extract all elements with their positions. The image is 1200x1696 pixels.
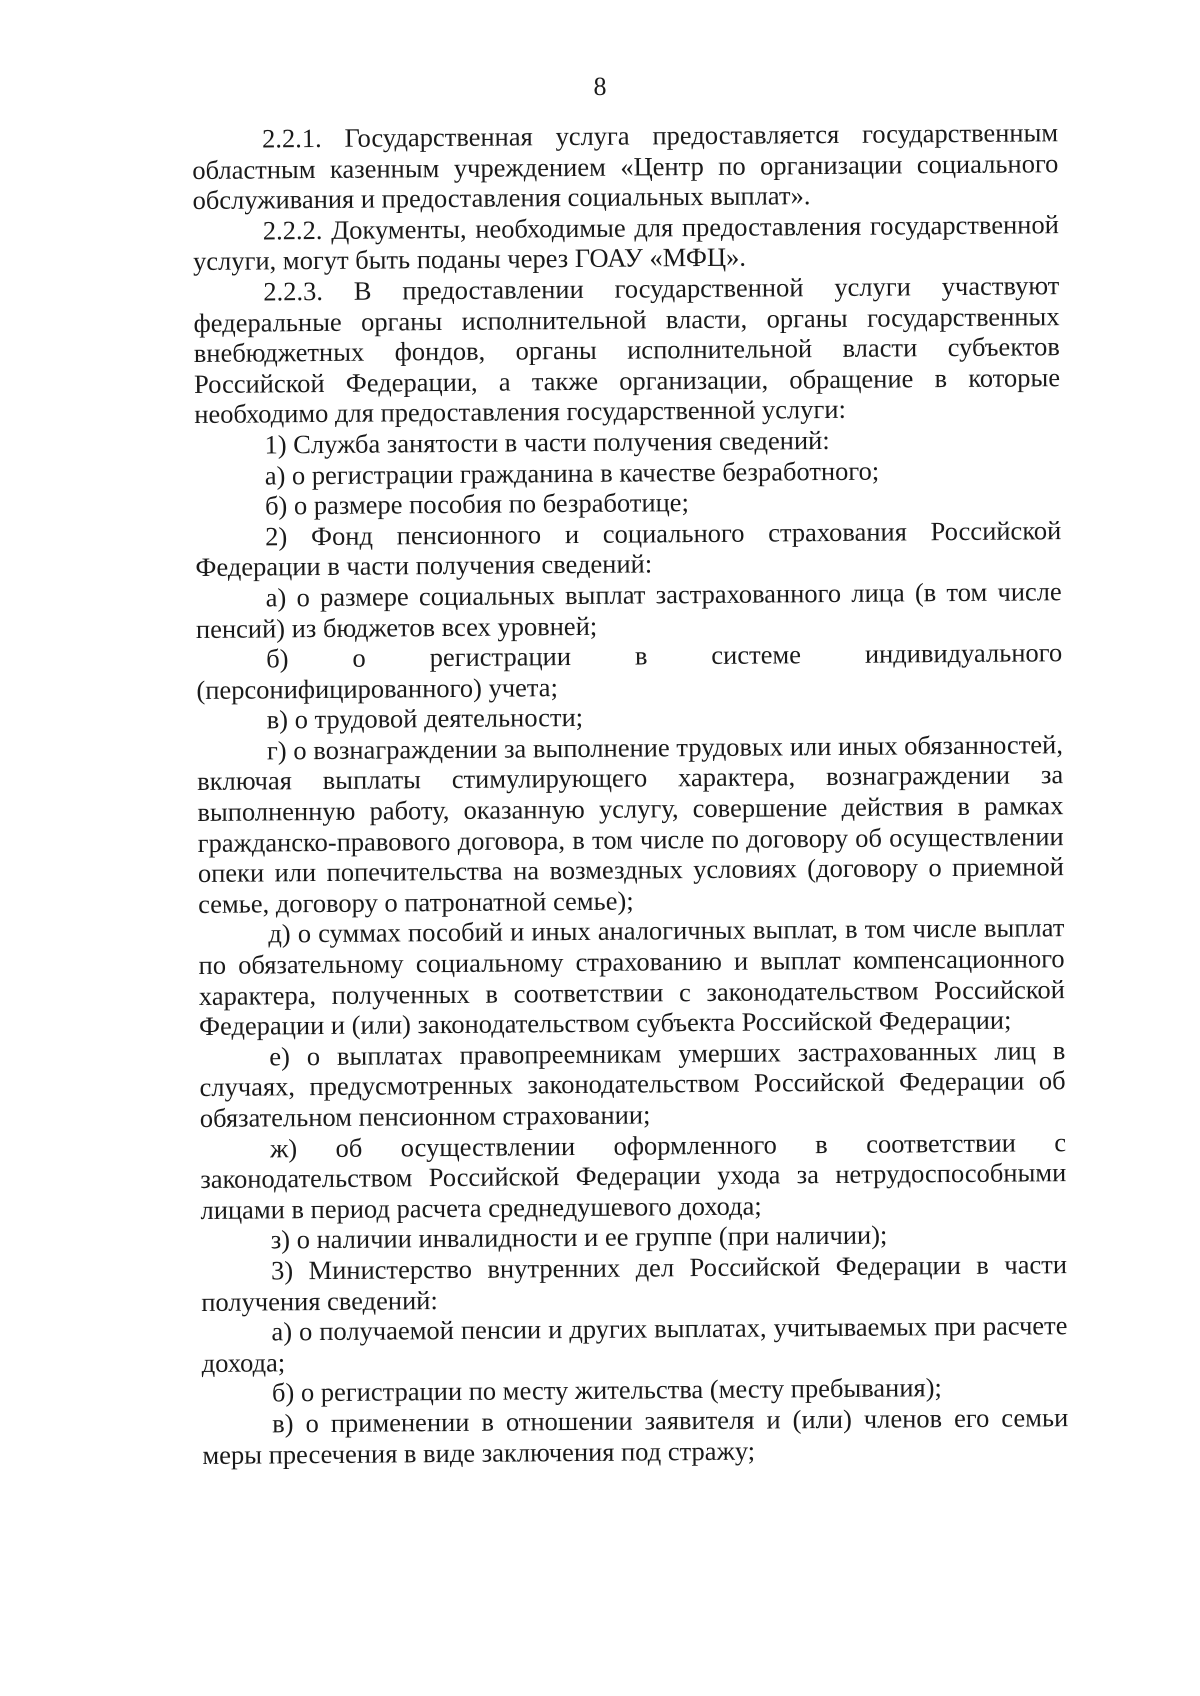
list-item-disability-group: з) о наличии инвалидности и ее группе (при наличии);	[270, 1219, 888, 1255]
page-number: 8	[593, 72, 607, 101]
list-item-remuneration: г) о вознаграждении за выполнение трудовых или иных обязанностей, включая выплаты стимулирующего характера, вознаграждении за выполненную работу, оказанную услугу, совершение действия в рамках гражданско-правового договора, в том числе по договору об осуществлении опеки или попечительства на возмездных условиях (договору о приемной семье, договору о патронатной семье);	[197, 729, 1064, 919]
list-item-labor-activity: в) о трудовой деятельности;	[266, 702, 584, 735]
list-item-employment-service: 1) Служба занятости в части получения сведений:	[264, 424, 830, 460]
document-body	[192, 117, 1069, 1470]
list-item-care-for-disabled: ж) об осуществлении оформленного в соответствии с законодательством Российской Федерации ухода за нетрудоспособными лицами в период расчета среднедушевого дохода;	[200, 1126, 1067, 1225]
list-item-social-payments: а) о размере социальных выплат застрахованного лица (в том числе пенсий) из бюджетов всех уровней;	[195, 576, 1062, 644]
list-item-interior-ministry: 3) Министерство внутренних дел Российской Федерации в части получения сведений:	[201, 1249, 1068, 1317]
list-item-residence-registration: б) о регистрации по месту жительства (месту пребывания);	[271, 1372, 942, 1408]
paragraph-2-2-3: 2.2.3. В предоставлении государственной услуги участвуют федеральные органы исполнительной власти, органы государственных внебюджетных фондов, органы исполнительной власти субъектов Российской Федерации, а также организации, обращение в которые необходимо для предоставления государственной услуги:	[193, 270, 1061, 430]
list-item-successor-payments: е) о выплатах правопреемникам умерших застрахованных лиц в случаях, предусмотренных законодательством Российской Федерации об обязательном пенсионном страховании;	[199, 1034, 1066, 1133]
list-item-pension-income: а) о получаемой пенсии и других выплатах, учитываемых при расчете дохода;	[201, 1310, 1068, 1378]
list-item-unemployed-registration: а) о регистрации гражданина в качестве безработного;	[264, 455, 880, 490]
paragraph-2-2-1: 2.2.1. Государственная услуга предоставляется государственным областным казенным учреждением «Центр по организации социального обслуживания и предоставления социальных выплат».	[192, 117, 1059, 216]
list-item-personal-accounting: б) о регистрации в системе индивидуального (персонифицированного) учета;	[196, 637, 1063, 705]
list-item-custody-measure: в) о применении в отношении заявителя и (или) членов его семьи меры пресечения в виде заключения под стражу;	[202, 1402, 1069, 1470]
paragraph-2-2-2: 2.2.2. Документы, необходимые для предоставления государственной услуги, могут быть поданы через ГОАУ «МФЦ».	[192, 208, 1059, 277]
list-item-pension-fund: 2) Фонд пенсионного и социального страхования Российской Федерации в части получения сведений:	[195, 514, 1062, 583]
list-item-benefit-amounts: д) о суммах пособий и иных аналогичных выплат, в том числе выплат по обязательному социальному страхованию и выплат компенсационного характера, полученных в соответствии с законодательством Российской Федерации и (или) законодательством субъекта Российской Федерации;	[198, 912, 1065, 1042]
list-item-unemployment-benefit: б) о размере пособия по безработице;	[264, 487, 689, 521]
